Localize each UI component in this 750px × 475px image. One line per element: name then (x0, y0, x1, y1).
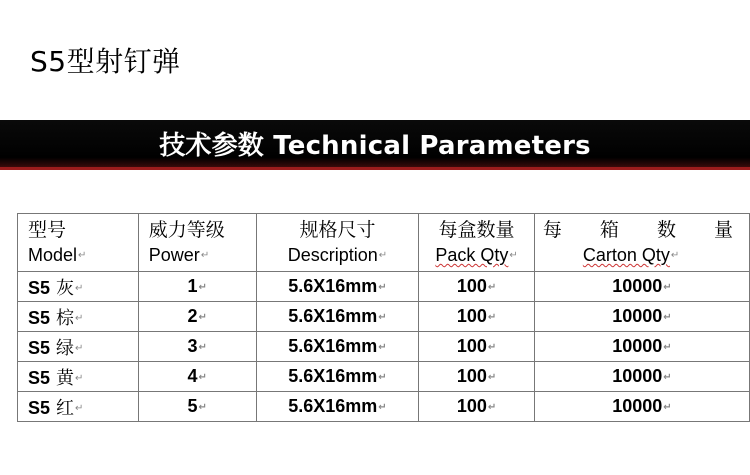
banner-title: 技术参数 Technical Parameters (159, 131, 591, 161)
cell-power: 2↵ (138, 302, 256, 332)
cell-pack-qty: 100↵ (419, 392, 535, 422)
cell-model: S5 红↵ (18, 392, 139, 422)
cell-power: 1↵ (138, 272, 256, 302)
cell-carton-qty: 10000↵ (534, 362, 749, 392)
cell-pack-qty: 100↵ (419, 272, 535, 302)
section-banner (0, 120, 750, 170)
cell-description: 5.6X16mm↵ (256, 272, 419, 302)
cell-pack-qty: 100↵ (419, 332, 535, 362)
cell-power: 5↵ (138, 392, 256, 422)
table-row (18, 302, 750, 332)
cell-pack-qty: 100↵ (419, 362, 535, 392)
cell-pack-qty: 100↵ (419, 302, 535, 332)
table-row (18, 272, 750, 302)
cell-carton-qty: 10000↵ (534, 302, 749, 332)
cell-model: S5 黄↵ (18, 362, 139, 392)
cell-power: 3↵ (138, 332, 256, 362)
cell-description: 5.6X16mm↵ (256, 332, 419, 362)
cell-model: S5 绿↵ (18, 332, 139, 362)
header-model: 型号 Model↵ (18, 214, 139, 272)
cell-model: S5 灰↵ (18, 272, 139, 302)
cell-description: 5.6X16mm↵ (256, 362, 419, 392)
header-power: 威力等级 Power↵ (138, 214, 256, 272)
cell-description: 5.6X16mm↵ (256, 392, 419, 422)
table-row (18, 392, 750, 422)
cell-carton-qty: 10000↵ (534, 392, 749, 422)
header-description: 规格尺寸 Description↵ (256, 214, 419, 272)
header-carton-qty: 每 箱 数 量 Carton Qty↵ (534, 214, 749, 272)
cell-description: 5.6X16mm↵ (256, 302, 419, 332)
table-row (18, 362, 750, 392)
cell-power: 4↵ (138, 362, 256, 392)
table-row (18, 332, 750, 362)
cell-carton-qty: 10000↵ (534, 332, 749, 362)
cell-model: S5 棕↵ (18, 302, 139, 332)
page-title: S5型射钉弹 (30, 45, 181, 78)
cell-carton-qty: 10000↵ (534, 272, 749, 302)
parameters-table (17, 213, 750, 422)
header-pack-qty: 每盒数量 Pack Qty↵ (419, 214, 535, 272)
table-header-row (18, 214, 750, 272)
